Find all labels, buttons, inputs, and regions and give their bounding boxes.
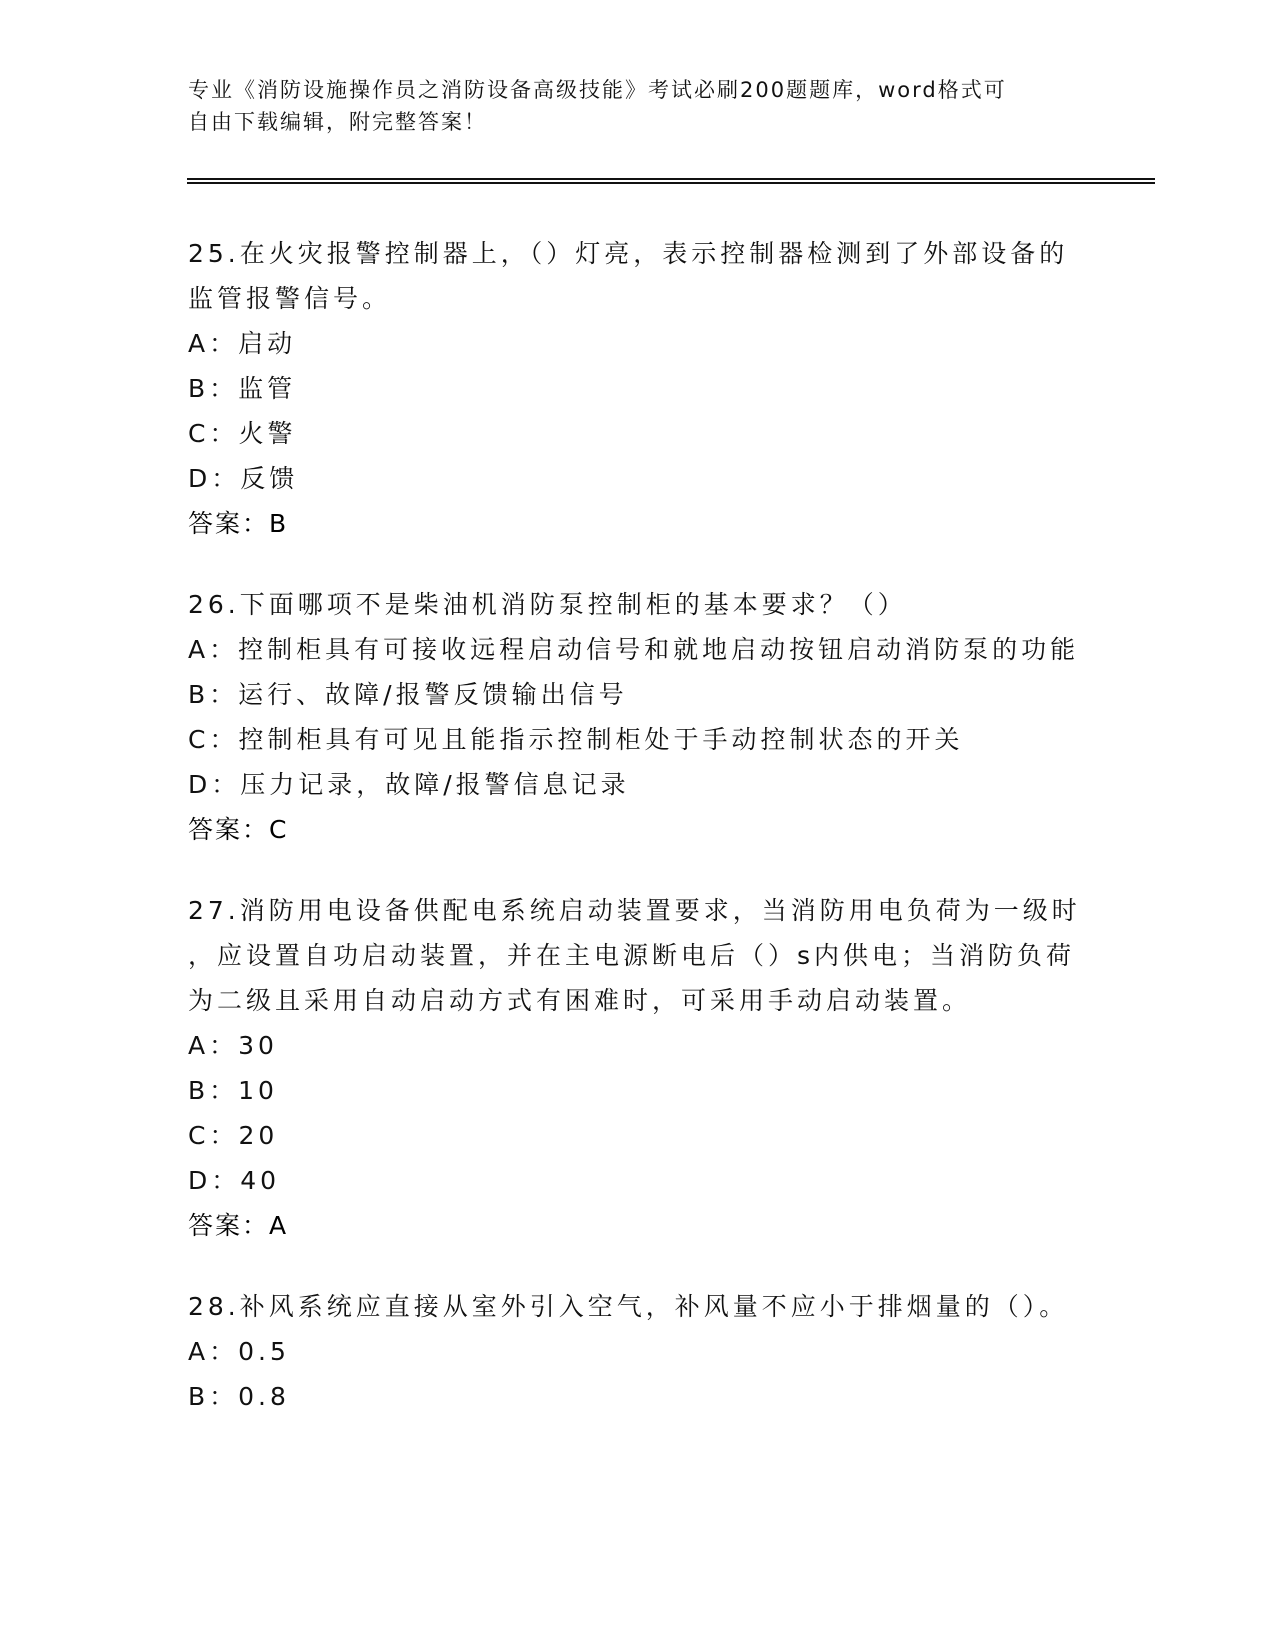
option-b: B：运行、故障/报警反馈输出信号 [188, 680, 628, 709]
question-stem-line: 27.消防用电设备供配电系统启动装置要求，当消防用电负荷为一级时 [188, 896, 1081, 925]
option-c: C：20 [188, 1121, 279, 1150]
question-stem-line: 28.补风系统应直接从室外引入空气，补风量不应小于排烟量的（）。 [188, 1292, 1069, 1321]
question-stem-line: ，应设置自功启动装置，并在主电源断电后（）s内供电；当消防负荷 [188, 941, 1076, 970]
question-stem-line: 监管报警信号。 [188, 284, 392, 313]
option-d: D：反馈 [188, 464, 299, 493]
option-d: D：压力记录，故障/报警信息记录 [188, 770, 630, 799]
question-26 [188, 582, 1088, 852]
question-stem-line: 25.在火灾报警控制器上，（）灯亮，表示控制器检测到了外部设备的 [188, 239, 1069, 268]
question-25 [188, 231, 1088, 546]
answer-line: 答案：B [188, 509, 289, 538]
option-a: A：0.5 [188, 1337, 290, 1366]
header-double-rule [187, 178, 1155, 184]
question-28 [188, 1284, 1088, 1419]
question-list [188, 231, 1088, 1455]
document-header [188, 74, 1068, 138]
answer-line: 答案：C [188, 815, 289, 844]
question-stem-line: 26.下面哪项不是柴油机消防泵控制柜的基本要求？（） [188, 590, 907, 619]
option-b: B：0.8 [188, 1382, 290, 1411]
option-c: C：控制柜具有可见且能指示控制柜处于手动控制状态的开关 [188, 725, 964, 754]
header-line: 自由下载编辑，附完整答案！ [188, 110, 487, 134]
answer-line: 答案：A [188, 1211, 289, 1240]
option-b: B：10 [188, 1076, 278, 1105]
option-a: A：30 [188, 1031, 278, 1060]
option-c: C：火警 [188, 419, 297, 448]
option-a: A：控制柜具有可接收远程启动信号和就地启动按钮启动消防泵的功能 [188, 635, 1080, 664]
option-a: A：启动 [188, 329, 297, 358]
option-b: B：监管 [188, 374, 297, 403]
question-stem-line: 为二级且采用自动启动方式有困难时，可采用手动启动装置。 [188, 986, 972, 1015]
option-d: D：40 [188, 1166, 281, 1195]
header-line: 专业《消防设施操作员之消防设备高级技能》考试必刷200题题库，word格式可 [188, 78, 1007, 102]
question-27 [188, 888, 1088, 1248]
